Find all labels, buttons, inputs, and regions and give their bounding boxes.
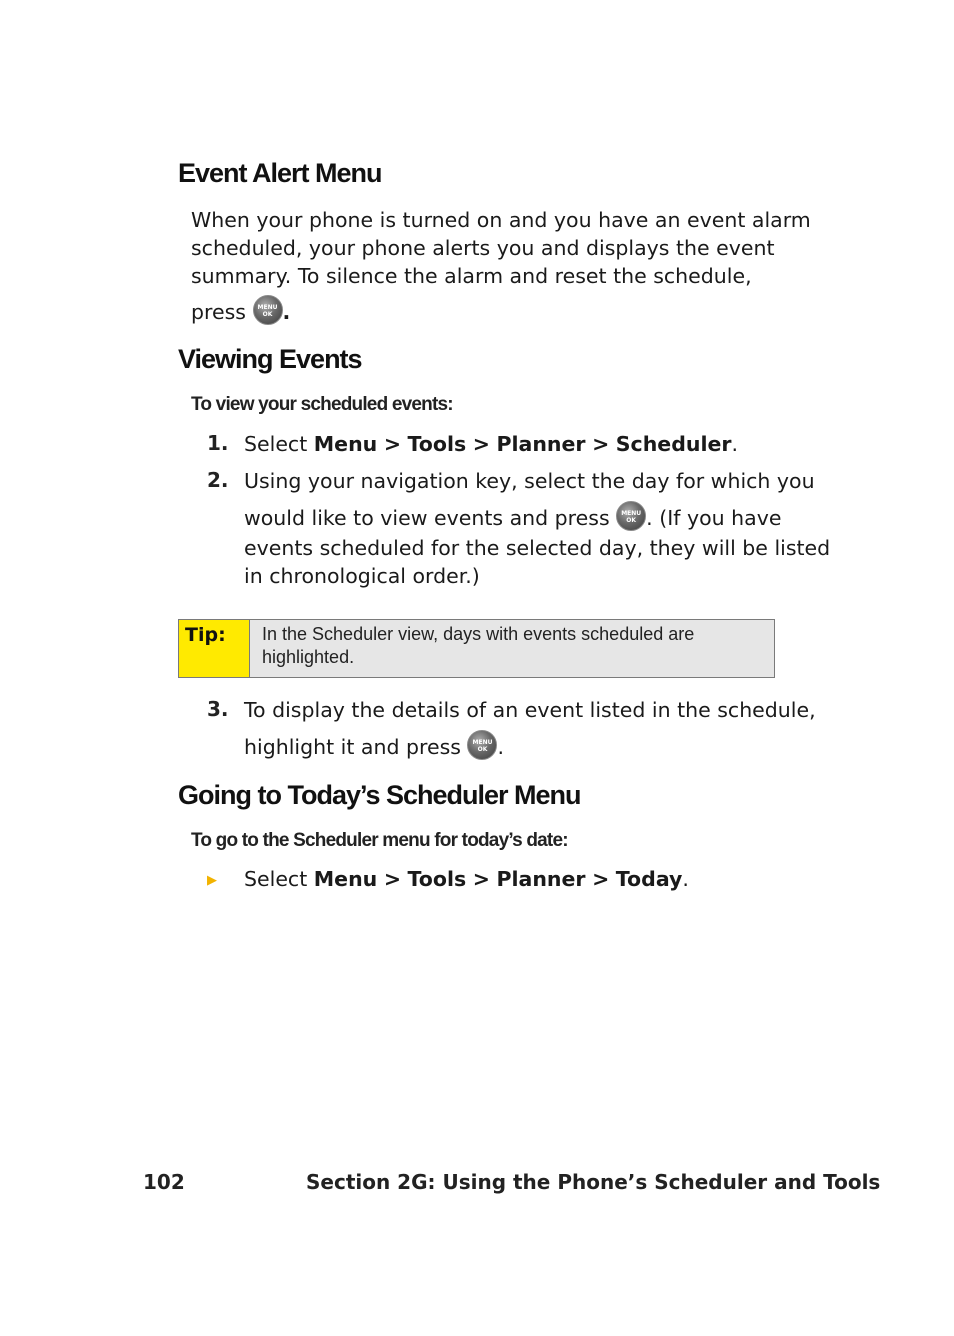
event-alert-line-3: summary. To silence the alarm and reset the schedule, — [191, 264, 752, 288]
page-number: 102 — [143, 1170, 185, 1194]
press-text: press — [191, 300, 246, 324]
menu-path-scheduler: Scheduler — [615, 432, 732, 456]
heading-todays-scheduler-menu: Going to Today’s Scheduler Menu — [178, 780, 581, 810]
tip-label: Tip: — [179, 620, 250, 677]
subheading-view-scheduled: To view your scheduled events: — [191, 394, 453, 415]
menu-path-tools: Tools — [407, 867, 467, 891]
step-3-number: 3. — [207, 697, 229, 721]
press-line — [191, 298, 290, 328]
heading-event-alert-menu: Event Alert Menu — [178, 158, 382, 188]
step-1-text: Select Menu > Tools > Planner > Scheduler. — [244, 432, 739, 456]
event-alert-line-2: scheduled, your phone alerts you and displays the event — [191, 236, 775, 260]
menu-ok-key-icon: MENU OK — [467, 730, 497, 760]
menu-path-menu: Menu — [313, 867, 378, 891]
heading-viewing-events: Viewing Events — [178, 344, 362, 374]
press-end: . — [282, 300, 291, 324]
step-1-number: 1. — [207, 431, 229, 455]
event-alert-paragraph — [191, 206, 811, 290]
menu-path-planner: Planner — [496, 867, 586, 891]
menu-path-planner: Planner — [496, 432, 586, 456]
step-2-text: Using your navigation key, select the day for which you would like to view events and press MENU OK . (If you have events scheduled for the selected day, they will be listed in chronological order.) — [244, 469, 831, 588]
step-2-number: 2. — [207, 468, 229, 492]
step-3-text: To display the details of an event listed in the schedule, highlight it and press MENU OK . — [244, 698, 816, 759]
menu-ok-key-icon: MENU OK — [253, 295, 283, 325]
footer-section-title: Section 2G: Using the Phone’s Scheduler and Tools — [306, 1170, 881, 1194]
tip-text: In the Scheduler view, days with events scheduled are highlighted. — [262, 624, 695, 667]
menu-path-menu: Menu — [313, 432, 378, 456]
tip-box — [178, 619, 775, 678]
triangle-bullet-icon: ▶ — [207, 873, 217, 888]
menu-path-tools: Tools — [407, 432, 467, 456]
today-step-text: Select Menu > Tools > Planner > Today. — [244, 867, 689, 891]
subheading-todays-date: To go to the Scheduler menu for today’s date: — [191, 830, 568, 851]
event-alert-line-1: When your phone is turned on and you have an event alarm — [191, 208, 811, 232]
menu-ok-key-icon: MENU OK — [616, 501, 646, 531]
menu-path-today: Today — [615, 867, 683, 891]
